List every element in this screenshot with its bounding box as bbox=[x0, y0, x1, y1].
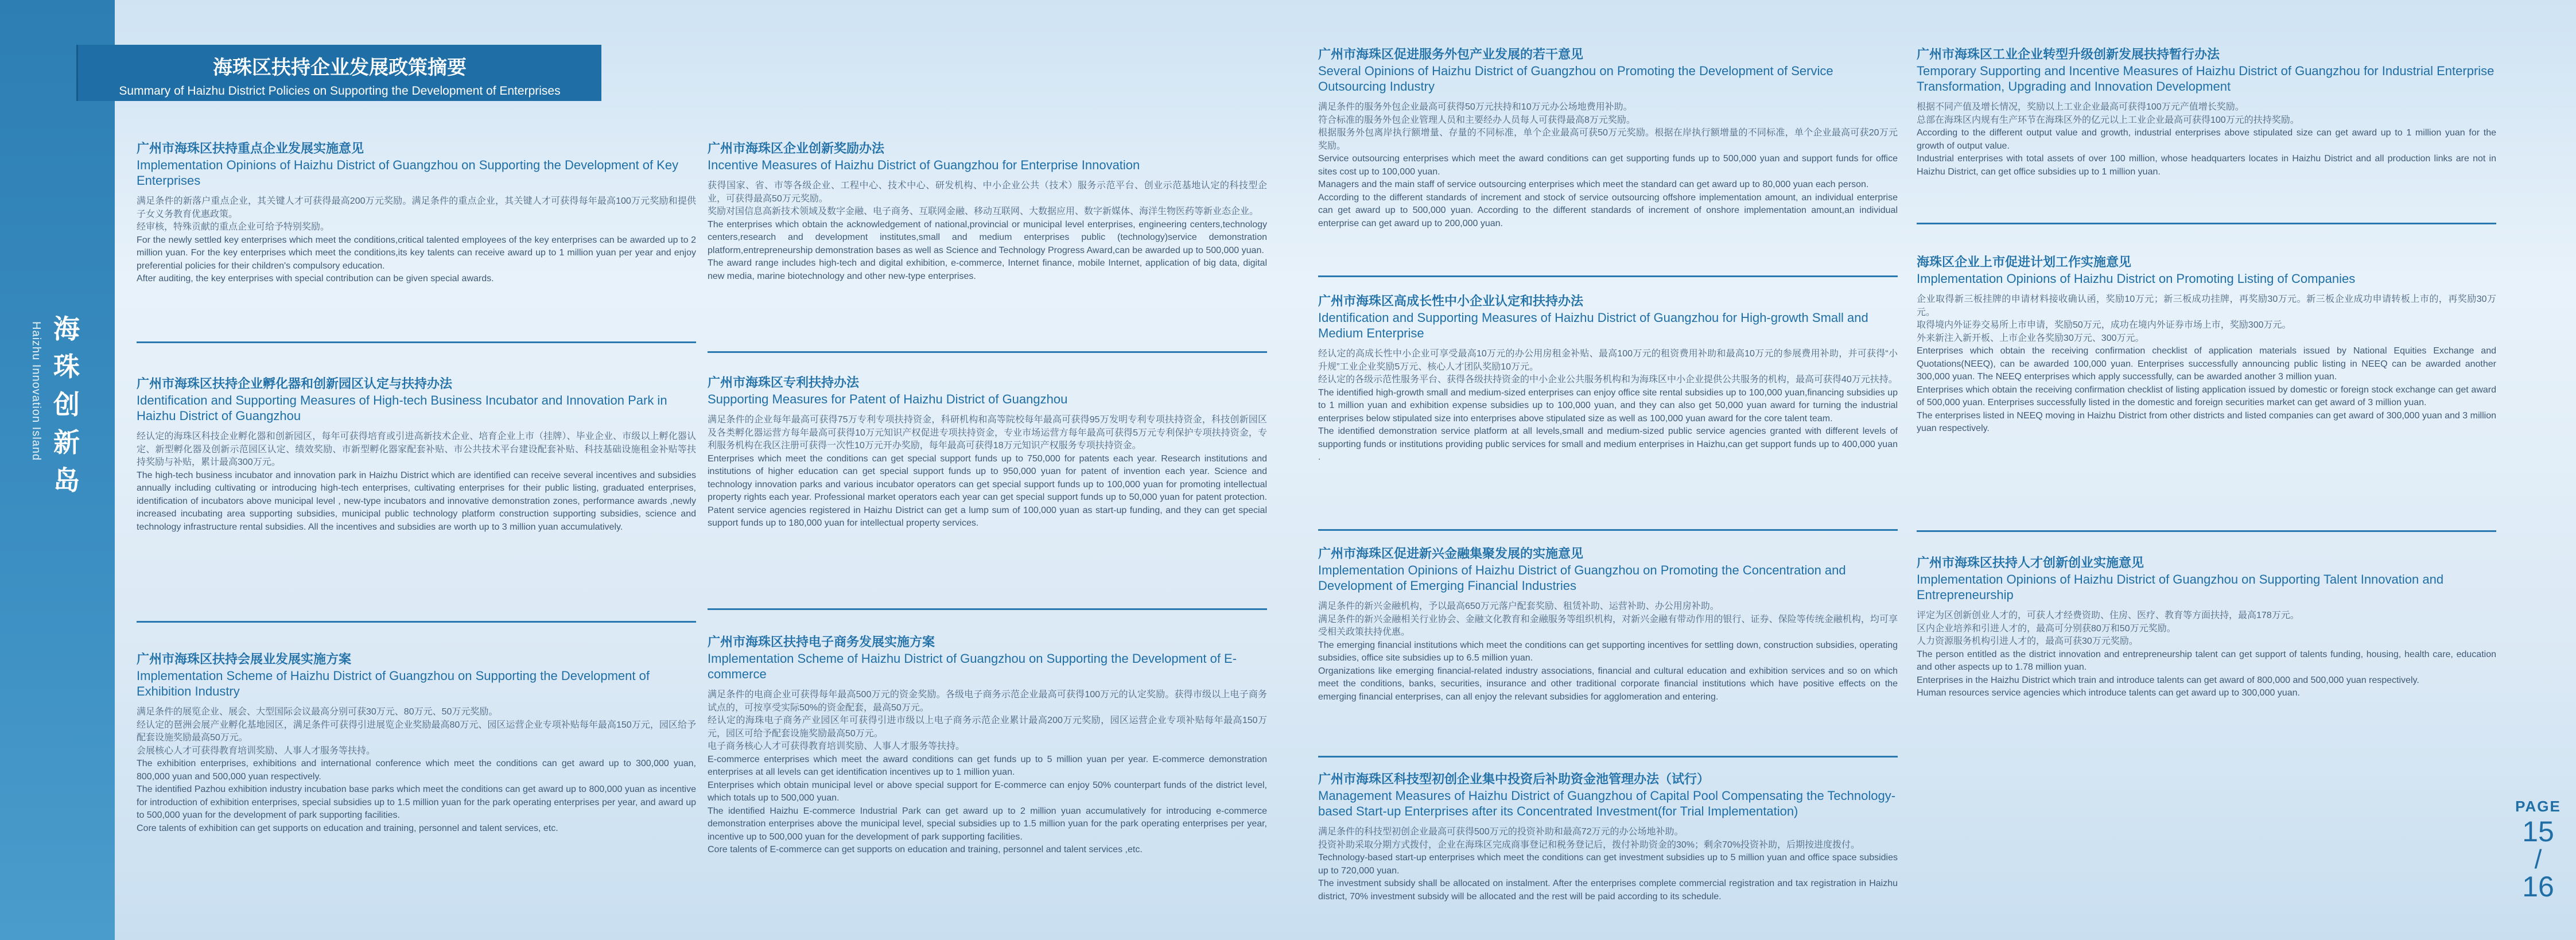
section-body bbox=[1917, 609, 2496, 700]
section-paragraph: Managers and the main staff of service outsourcing enterprises which meet the standard can get award up to 80,000 yuan each person. bbox=[1318, 180, 1869, 189]
section-title-cn: 广州市海珠区高成长性中小企业认定和扶持办法 bbox=[1318, 294, 1584, 308]
section-title-en: Identification and Supporting Measures of High-tech Business Incubator and Innovation Park in Haizhu District of Guangzhou bbox=[137, 393, 667, 423]
section-body bbox=[1318, 600, 1898, 704]
page-number bbox=[2512, 798, 2564, 903]
section-body bbox=[137, 706, 696, 835]
section-title-en: Implementation Scheme of Haizhu District of Guangzhou on Supporting the Development of E-commerce bbox=[708, 651, 1237, 681]
policy-section bbox=[1318, 46, 1898, 230]
section-paragraph: The identified high-growth small and medium-sized enterprises can enjoy office site rental subsidies up to 100,000 yuan,financing subsidies up to 1 million yuan and exhibition expense subsidies up to 100,000 yuan, and they can also get 50,000 yuan award for turning the industrial enterprises below stipulated size into enterprises above stipulated size as well as 100,000 yuan award for the core talent team. bbox=[1318, 387, 1898, 424]
section-body bbox=[708, 414, 1267, 530]
sidebar-title: 海珠创新岛 bbox=[53, 313, 82, 496]
section-title-en: Incentive Measures of Haizhu District of Guangzhou for Enterprise Innovation bbox=[708, 158, 1140, 172]
section-paragraph: 经审核，特殊贡献的重点企业可给予特别奖励。 bbox=[137, 222, 330, 232]
section-divider bbox=[137, 621, 696, 623]
section-paragraph: The person entitled as the district innovation and entrepreneurship talent can get support of talents funding, housing, health care, education and other aspects up to 1.78 million yuan. bbox=[1917, 649, 2496, 672]
section-paragraph: 会展核心人才可获得教育培训奖励、人事人才服务等扶持。 bbox=[137, 745, 376, 756]
sidebar-subtitle: Haizhu Innovation Island bbox=[30, 321, 42, 461]
section-paragraph: The investment subsidy shall be allocated on instalment. After the enterprises complete commercial registration and tax registration in Haizhu district, 70% investment subsidy will be allocated and the rest will be paid according to its schedule. bbox=[1318, 879, 1898, 902]
section-paragraph: 总部在海珠区内规有生产环节在海珠区外的亿元以上工业企业最高可获得100万元的扶持奖励。 bbox=[1917, 115, 2299, 125]
section-paragraph: Enterprises in the Haizhu District which train and introduce talents can get award of 800,000 and 500,000 yuan respectively. bbox=[1917, 675, 2419, 685]
section-paragraph: 电子商务核心人才可获得教育培训奖励、人事人才服务等扶持。 bbox=[708, 741, 965, 751]
section-title-cn: 广州市海珠区专利扶持办法 bbox=[708, 375, 860, 390]
section-paragraph: 投资补助采取分期方式拨付，企业在海珠区完成商事登记和税务登记后，拨付补助资金的30%；剩余70%投资补助，后期按进度拨付。 bbox=[1318, 840, 1860, 850]
section-title-en: Temporary Supporting and Incentive Measures of Haizhu District of Guangzhou for Industrial Enterprise Transformation, Upgrading and Innovation Development bbox=[1917, 64, 2495, 94]
page-current: 15 bbox=[2522, 815, 2554, 848]
section-paragraph: According to the different standards of increment and stock of service outsourcing offshore implementation amount, an individual enterprise can get award up to 500,000 yuan. According to the different standards of increment of onshore implementation amount,an individual enterprise can get award up to 200,000 yuan. bbox=[1318, 192, 1898, 228]
section-paragraph: 满足条件的新兴金融机构，予以最高650万元落户配套奖励、租赁补助、运营补助、办公用房补助。 bbox=[1318, 601, 1719, 611]
section-paragraph: The identified Pazhou exhibition industry incubation base parks which meet the conditions can get award up to 800,000 yuan as incentive for introduction of exhibition enterprises, special subsidies up to 1.5 million yuan for the park operating enterprises per year, and award up to 500,000 yuan for the development of park supporting facilities. bbox=[137, 784, 696, 820]
page-separator: / bbox=[2534, 844, 2542, 874]
section-title-cn: 广州市海珠区科技型初创企业集中投资后补助资金池管理办法（试行） bbox=[1318, 772, 1710, 786]
policy-section bbox=[1318, 293, 1898, 464]
section-title-en: Identification and Supporting Measures of Haizhu District of Guangzhou for High-growth Small and Medium Enterprise bbox=[1318, 310, 1868, 340]
section-divider bbox=[1318, 275, 1898, 277]
section-paragraph: The exhibition enterprises, exhibitions and international conference which meet the conditions can get award up to 300,000 yuan, 800,000 yuan and 500,000 yuan respectively. bbox=[137, 759, 696, 782]
policy-section bbox=[708, 374, 1267, 530]
section-paragraph: The high-tech business incubator and innovation park in Haizhu District which are identified can receive several incentives and subsidies annually including cultivating or introducing high-tech enterprises, cultivating enterprises for their public listing, graduated enterprises, identification of incubators above municipal level , new-type incubators and innovative demonstration zones, performance awards ,newly increased incubating area supporting subsidies, municipal public technology platform construction supporting subsidies, science and technology infrastructure rental subsidies. All the incentives and subsidies are worth up to 3 million yuan accumulatively. bbox=[137, 470, 696, 532]
section-title-cn: 广州市海珠区企业创新奖励办法 bbox=[708, 141, 885, 156]
page-label: PAGE bbox=[2515, 798, 2561, 815]
section-title-cn: 广州市海珠区促进新兴金融集聚发展的实施意见 bbox=[1318, 546, 1584, 561]
section-paragraph: 满足条件的展览企业、展会、大型国际会议最高分别可获30万元、80万元、50万元奖励。 bbox=[137, 707, 498, 717]
section-paragraph: The identified demonstration service platform at all levels,small and medium-sized public service agencies granted with different levels of supporting funds or institutions providing public services for small and medium enterprises in Haizhu,can get support funds up to 400,000 yuan . bbox=[1318, 426, 1898, 462]
section-body bbox=[1917, 101, 2496, 178]
section-paragraph: 取得境内外证券交易所上市申请，奖励50万元，成功在境内外证券市场上市，奖励300万元。 bbox=[1917, 320, 2291, 330]
section-paragraph: 根据服务外包离岸执行额增量、存量的不同标准，单个企业最高可获50万元奖励。根据在岸执行额增量的不同标准，单个企业最高可获20万元奖励。 bbox=[1318, 128, 1898, 151]
section-paragraph: 满足条件的新兴金融相关行业协会、金融文化教育和金融服务等组织机构，对新兴金融有带动作用的银行、证券、保险等传统金融机构，均可享受相关政策扶持优惠。 bbox=[1318, 614, 1898, 637]
section-paragraph: E-commerce enterprises which meet the award conditions can get funds up to 5 million yuan per year. E-commerce demonstration enterprises at all levels can get identification incentives up to 1 million yuan. bbox=[708, 754, 1267, 777]
policy-section bbox=[137, 375, 696, 534]
section-paragraph: The emerging financial institutions which meet the conditions can get supporting incentives for settling down, construction subsidies, operating subsidies, office site subsidies up to 6.5 million yuan. bbox=[1318, 640, 1898, 663]
section-paragraph: Enterprises which obtain the receiving confirmation checklist of listing application issued by domestic or foreign stock exchange can get award of 500,000 yuan. Enterprises successfully listed in the domestic and foreign securities market can get award of 3 million yuan. bbox=[1917, 384, 2496, 407]
section-divider bbox=[1318, 756, 1898, 758]
section-body bbox=[1318, 101, 1898, 230]
section-paragraph: 满足条件的科技型初创企业最高可获得500万元的投资补助和最高72万元的办公场地补助。 bbox=[1318, 827, 1684, 837]
section-paragraph: Core talents of exhibition can get supports on education and training, personnel and talent services, etc. bbox=[137, 823, 558, 833]
page-title: 海珠区扶持企业发展政策摘要 bbox=[213, 56, 467, 79]
section-paragraph: 符合标准的服务外包企业管理人员和主要经办人员每人可获得最高8万元奖励。 bbox=[1318, 115, 1635, 125]
section-title-cn: 广州市海珠区促进服务外包产业发展的若干意见 bbox=[1318, 47, 1584, 61]
section-divider bbox=[137, 341, 696, 343]
policy-section bbox=[1917, 254, 2496, 436]
section-title-en: Implementation Opinions of Haizhu District on Promoting Listing of Companies bbox=[1917, 271, 2356, 286]
section-paragraph: 外来新注入新开板、上市企业各奖励30万元、300万元。 bbox=[1917, 333, 2144, 343]
policy-section bbox=[137, 140, 696, 286]
section-divider bbox=[1917, 530, 2496, 532]
section-title-en: Implementation Opinions of Haizhu District of Guangzhou on Supporting the Development of Key Enterprises bbox=[137, 158, 679, 188]
section-title-en: Implementation Scheme of Haizhu District of Guangzhou on Supporting the Development of Exhibition Industry bbox=[137, 669, 650, 698]
policy-section bbox=[1318, 771, 1898, 903]
policy-section bbox=[1318, 545, 1898, 704]
section-title-en: Management Measures of Haizhu District of Guangzhou of Capital Pool Compensating the Technology-based Start-up Enterprises after its Concentrated Investment(for Trial Implementation) bbox=[1318, 788, 1896, 818]
section-title-cn: 广州市海珠区扶持企业孵化器和创新园区认定与扶持办法 bbox=[137, 376, 453, 391]
section-paragraph: 经认定的各级示范性服务平台、获得各级扶持资金的中小企业公共服务机构和为海珠区中小企业提供公共服务的机构，最高可获得40万元扶持。 bbox=[1318, 375, 1898, 384]
section-divider bbox=[708, 608, 1267, 610]
section-body bbox=[1318, 826, 1898, 903]
section-paragraph: 评定为区创新创业人才的，可获人才经费资助、住房、医疗、教育等方面扶持，最高178万元。 bbox=[1917, 611, 2299, 620]
section-paragraph: 经认定的琶洲会展产业孵化基地园区，满足条件可获得引进展览企业奖励最高80万元、园区运营企业专项补贴每年最高150万元，园区给予配套设施奖励最高50万元。 bbox=[137, 720, 696, 743]
policy-section bbox=[1917, 46, 2496, 178]
section-paragraph: Technology-based start-up enterprises which meet the conditions can get investment subsidies up to 5 million yuan and office space subsidies up to 720,000 yuan. bbox=[1318, 853, 1898, 876]
page-header bbox=[76, 45, 601, 101]
section-title-cn: 广州市海珠区扶持重点企业发展实施意见 bbox=[137, 141, 364, 156]
section-paragraph: The enterprises which obtain the acknowledgement of national,provincial or municipal level enterprises, engineering centers,technology centers,research and development institutes,small and medium enterprises public (technology)service demonstration platform,entrepreneurship demonstration bases as well as Science and Technology Progress Award,can be awarded up to 500,000 yuan. bbox=[708, 219, 1267, 255]
section-title-cn: 广州市海珠区扶持人才创新创业实施意见 bbox=[1917, 556, 2144, 570]
section-body bbox=[1917, 293, 2496, 436]
section-body bbox=[137, 430, 696, 534]
section-paragraph: Core talents of E-commerce can get supports on education and training, personnel and talent services ,etc. bbox=[708, 845, 1143, 854]
section-title-en: Supporting Measures for Patent of Haizhu District of Guangzhou bbox=[708, 392, 1068, 406]
section-paragraph: 人力资源服务机构引进人才的，最高可获30万元奖励。 bbox=[1917, 636, 2138, 646]
section-title-en: Implementation Opinions of Haizhu District of Guangzhou on Supporting Talent Innovation and Entrepreneurship bbox=[1917, 572, 2444, 602]
section-body bbox=[137, 195, 696, 286]
section-paragraph: Enterprises which meet the conditions can get special support funds up to 750,000 for patents each year. Research institutions and institutions of higher education can get special support funds up to 950,000 yuan for patent of invention each year. Science and technology innovation parks and various incubator operators can get special support funds up to 100,000 yuan for promoting intellectual property rights each year. Professional market operators each year can get special support funds up to 50,000 yuan for patent protection. Patent service agencies registered in Haizhu District can get a lump sum of 100,000 yuan as start-up funding, and they can get special support funds up to 180,000 yuan for intellectual property services. bbox=[708, 453, 1267, 528]
section-body bbox=[708, 689, 1267, 857]
section-paragraph: Service outsourcing enterprises which meet the award conditions can get supporting funds up to 500,000 yuan and support funds for office sites cost up to 100,000 yuan. bbox=[1318, 154, 1898, 177]
section-paragraph: 经认定的海珠电子商务产业园区年可获得引进市级以上电子商务示范企业累计最高200万元奖励，园区运营企业专项补贴每年最高150万元，园区可给予配套设施奖励最高50万元。 bbox=[708, 716, 1267, 739]
section-paragraph: 满足条件的服务外包企业最高可获得50万元扶持和10万元办公场地费用补助。 bbox=[1318, 102, 1633, 112]
section-paragraph: 企业取得新三板挂牌的申请材料接收确认函，奖励10万元；新三板成功挂牌，再奖励30万元。新三板企业成功申请转板上市的，再奖励30万元。 bbox=[1917, 294, 2496, 317]
section-body bbox=[1318, 348, 1898, 464]
section-title-en: Implementation Opinions of Haizhu District of Guangzhou on Promoting the Concentration and Development of Emerging Financial Industries bbox=[1318, 563, 1846, 593]
section-paragraph: 奖励对国信息高新技术领域及数字金融、电子商务、互联网金融、移动互联网、大数据应用、数字新媒体、海洋生物医药等新业态企业。 bbox=[708, 207, 1259, 216]
section-title-en: Several Opinions of Haizhu District of Guangzhou on Promoting the Development of Service Outsourcing Industry bbox=[1318, 64, 1833, 94]
section-paragraph: Enterprises which obtain the receiving confirmation checklist of application materials issued by National Equities Exchange and Quotations(NEEQ), can be awarded 100,000 yuan. Enterprises successfully announcing public listing in NEEQ can be awarded another 300,000 yuan. The NEEQ enterprises which apply successfully, can be awarded another 3 million yuan. bbox=[1917, 346, 2496, 382]
page-total: 16 bbox=[2522, 871, 2554, 903]
policy-section bbox=[708, 140, 1267, 283]
policy-section bbox=[708, 634, 1267, 857]
sidebar bbox=[0, 0, 115, 940]
page-subtitle: Summary of Haizhu District Policies on Supporting the Development of Enterprises bbox=[119, 84, 561, 98]
section-divider bbox=[1917, 223, 2496, 224]
section-paragraph: 满足条件的新落户重点企业，其关键人才可获得最高200万元奖励。满足条件的重点企业，其关键人才可获得每年最高100万元奖励和提供子女义务教育优惠政策。 bbox=[137, 196, 696, 219]
policy-section bbox=[1917, 554, 2496, 700]
section-paragraph: Industrial enterprises with total assets of over 100 million, whose headquarters locates in Haizhu District and all production links are not in Haizhu District, can get office subsidies up to 1 million yuan. bbox=[1917, 154, 2496, 177]
section-paragraph: After auditing, the key enterprises with special contribution can be given special awards. bbox=[137, 274, 494, 283]
section-paragraph: 区内企业培养和引进人才的，最高可分别获80万和50万元奖励。 bbox=[1917, 623, 2176, 634]
section-paragraph: Enterprises which obtain municipal level or above special support for E-commerce can enjoy 50% counterpart funds of the district level, which totals up to 500,000 yuan. bbox=[708, 780, 1267, 803]
section-paragraph: 满足条件的电商企业可获得每年最高500万元的资金奖励。各级电子商务示范企业最高可获得100万元的认定奖励。获得市级以上电子商务试点的，可按享受实际50%的资金配套，最高50万元。 bbox=[708, 690, 1267, 713]
section-paragraph: According to the different output value and growth, industrial enterprises above stipulated size can get award up to 1 million yuan for the growth of output value. bbox=[1917, 128, 2496, 151]
section-title-cn: 广州市海珠区扶持会展业发展实施方案 bbox=[137, 652, 352, 666]
section-divider bbox=[708, 351, 1267, 353]
section-paragraph: The enterprises listed in NEEQ moving in Haizhu District from other districts and listed companies can get award of 300,000 yuan and 3 million yuan respectively. bbox=[1917, 410, 2496, 433]
section-paragraph: 根据不同产值及增长情况，奖励以上工业企业最高可获得100万元产值增长奖励。 bbox=[1917, 102, 2244, 112]
section-title-cn: 海珠区企业上市促进计划工作实施意见 bbox=[1917, 255, 2132, 269]
section-title-cn: 广州市海珠区工业企业转型升级创新发展扶持暂行办法 bbox=[1917, 47, 2220, 61]
section-paragraph: 经认定的高成长性中小企业可享受最高10万元的办公用房租金补贴、最高100万元的租资费用补助和最高10万元的参展费用补助，并可获得“小升规”工业企业奖励5万元、核心人才团队奖励10万元。 bbox=[1318, 349, 1898, 372]
section-body bbox=[708, 180, 1267, 283]
section-paragraph: 获得国家、省、市等各级企业、工程中心、技术中心、研发机构、中小企业公共（技术）服务示范平台、创业示范基地认定的科技型企业，可获得最高50万元奖励。 bbox=[708, 181, 1267, 204]
section-paragraph: For the newly settled key enterprises which meet the conditions,critical talented employees of the key enterprises can be awarded up to 2 million yuan. For the key enterprises which meet the conditions,its key talents can receive award up to 1 million yuan per year and enjoy preferential policies for their children's compulsory education. bbox=[137, 235, 696, 271]
section-paragraph: 满足条件的企业每年最高可获得75万专利专项扶持资金，科研机构和高等院校每年最高可获得95万发明专利专项扶持资金，科技创新园区及各类孵化器运营方每年最高可获得10万元知识产权促进专项扶持资金，专业市场运营方每年最高可获得5万元专利保护专项扶持资金，专利服务机构在我区注册可获得一次性10万元开办奖励，每年最高可获得18万元知识产权服务专项扶持资金。 bbox=[708, 415, 1267, 450]
section-title-cn: 广州市海珠区扶持电子商务发展实施方案 bbox=[708, 635, 935, 649]
policy-section bbox=[137, 651, 696, 835]
section-paragraph: Human resources service agencies which introduce talents can get award up to 300,000 yuan. bbox=[1917, 688, 2300, 698]
section-paragraph: The identified Haizhu E-commerce Industrial Park can get award up to 2 million yuan accumulatively for introducing e-commerce demonstration enterprises above the municipal level, special subsidies up to 1.5 million yuan for the park operating enterprises per year, incentive up to 500,000 yuan for the development of park supporting facilities. bbox=[708, 806, 1267, 842]
section-paragraph: 经认定的海珠区科技企业孵化器和创新园区，每年可获得培育或引进高新技术企业、培育企业上市（挂牌）、毕业企业、市级以上孵化器认定、新型孵化器及创新示范园区认定、绩效奖励、市新型孵化器家配套补贴、市公共技术平台建设配套补贴、科技基础设施租金补贴等扶持奖励与补贴，累计最高300万元。 bbox=[137, 432, 696, 467]
section-divider bbox=[1318, 529, 1898, 531]
section-paragraph: The award range includes high-tech and digital exhibition, e-commerce, Internet finance, mobile Internet, application of big data, digital new media, marine biotechnology and other new-type enterprises. bbox=[708, 258, 1267, 281]
section-paragraph: Organizations like emerging financial-related industry associations, financial and cultural education and exhibition services and so on which meet the conditions, banks, securities, insurance and other traditional corporate financial institutions which have positive effects on the emerging financial enterprises, can all enjoy the relevant subsidies for agglomeration and entering. bbox=[1318, 666, 1898, 702]
